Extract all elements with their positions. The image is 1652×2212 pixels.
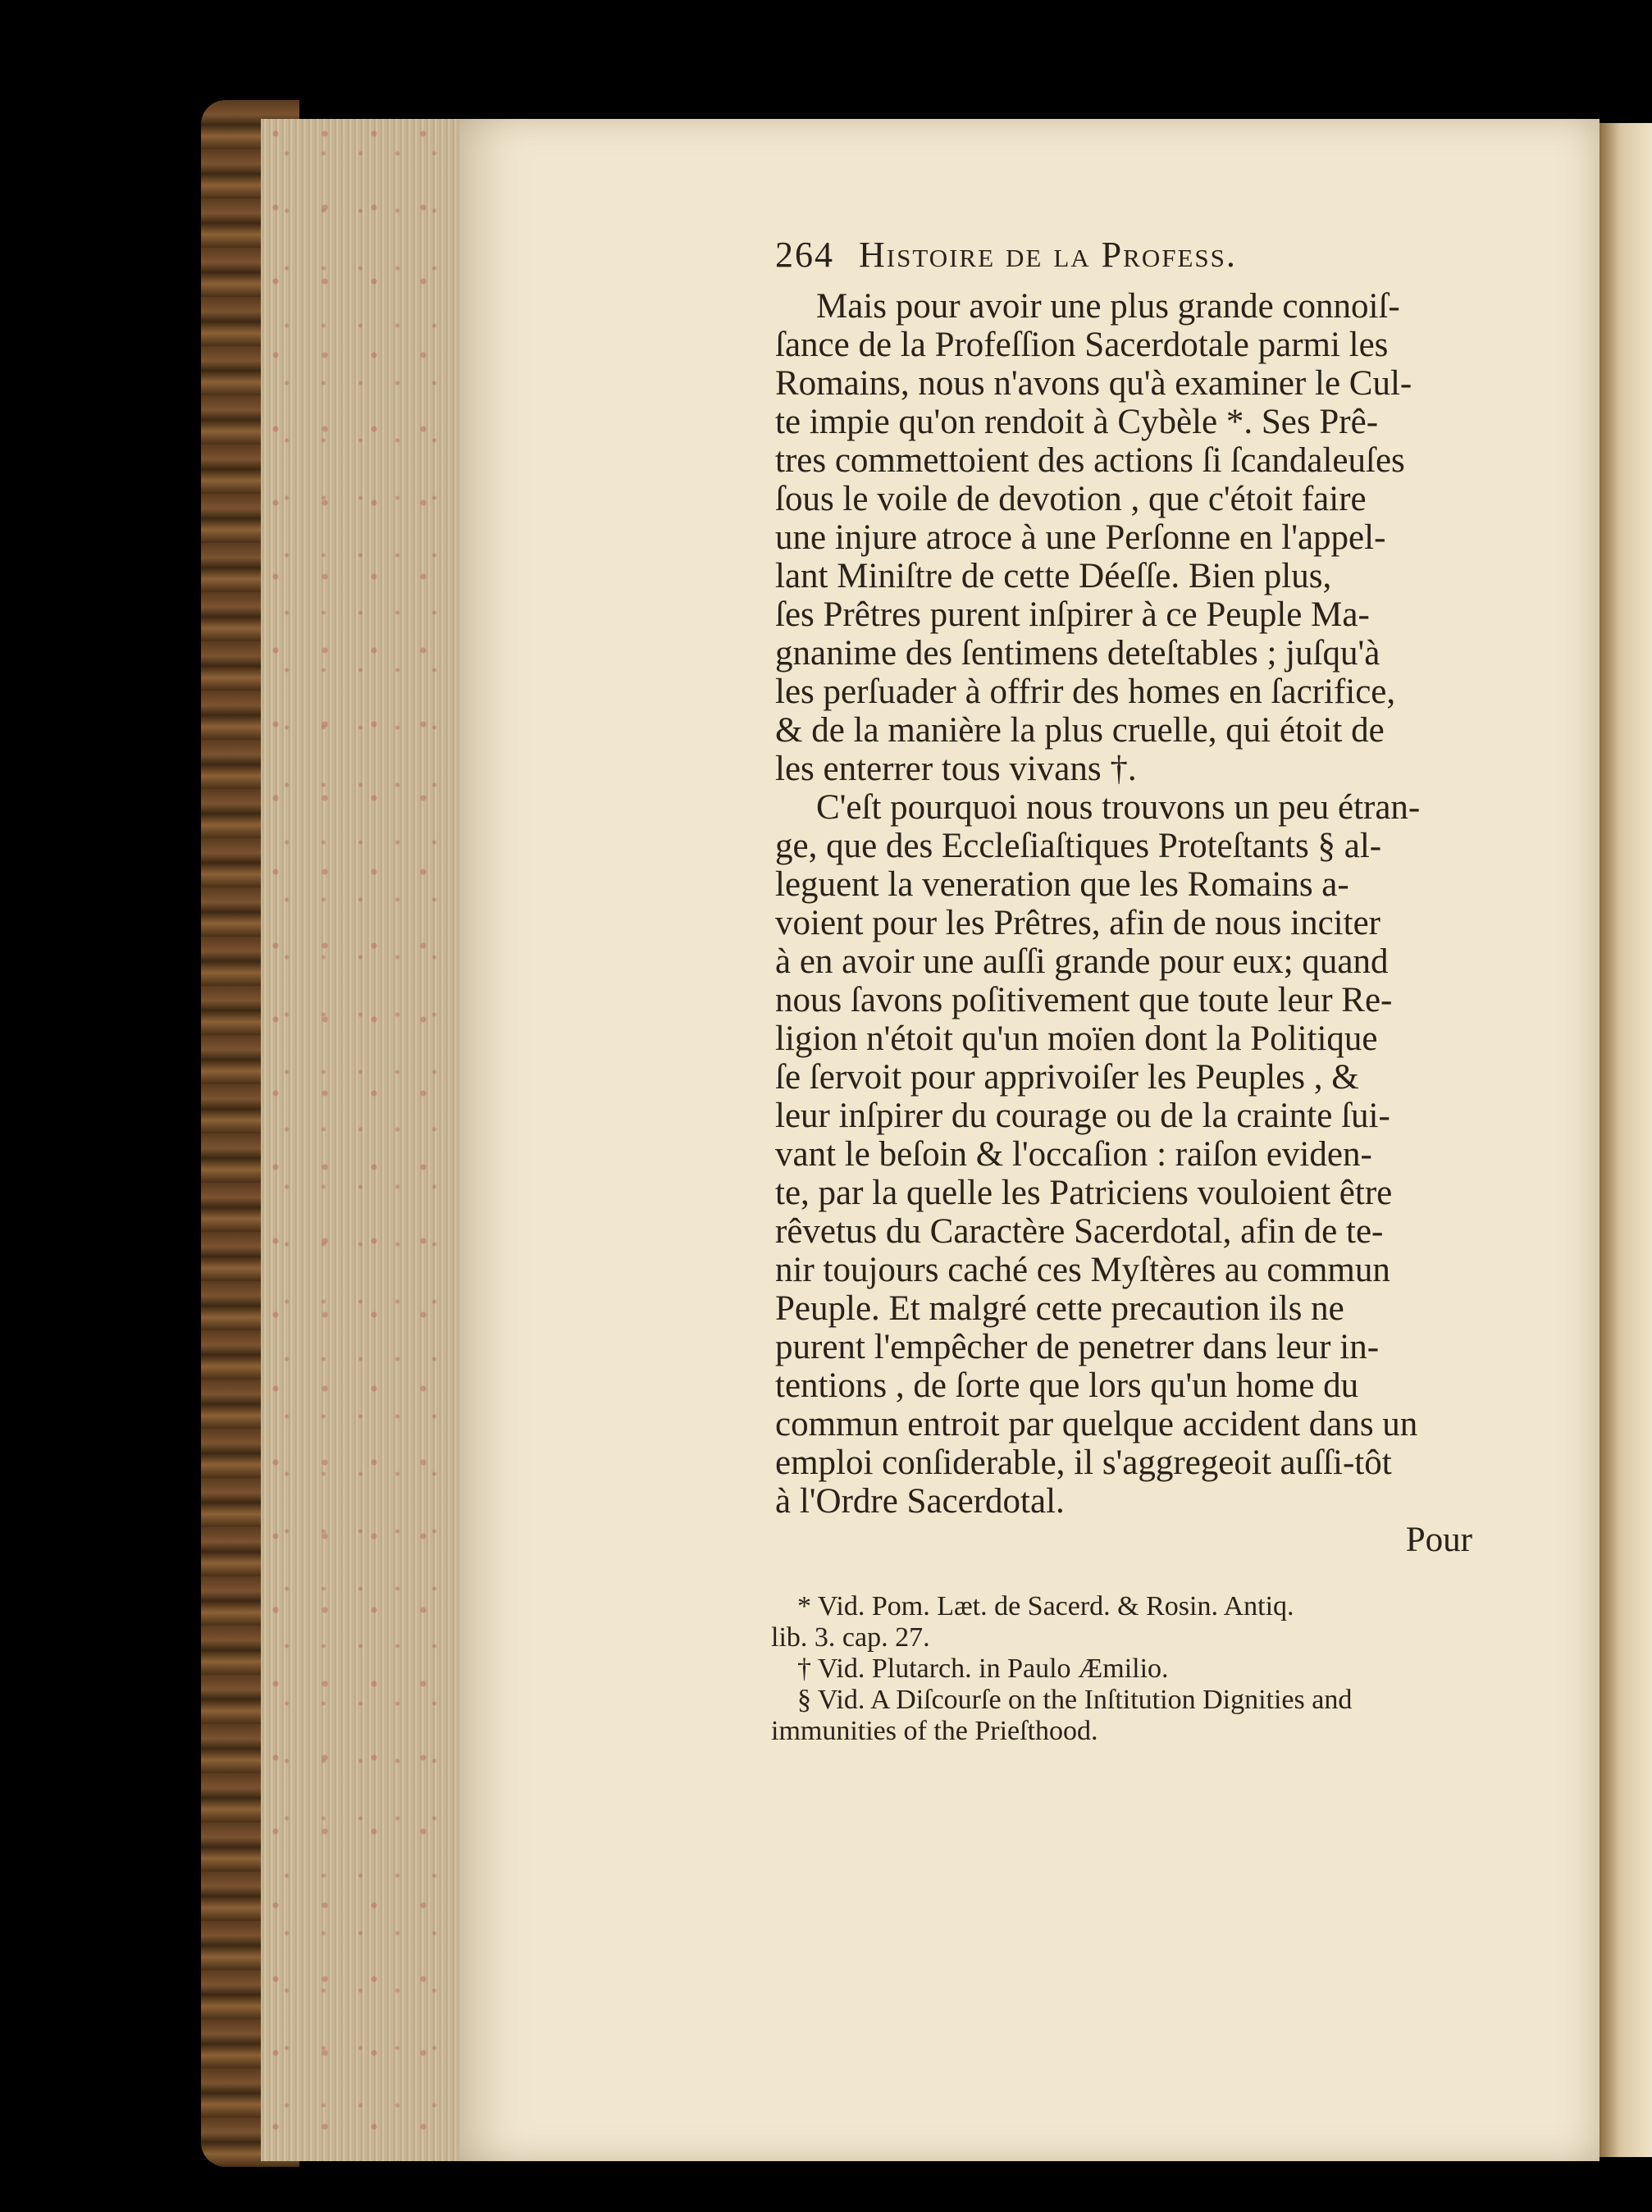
text-line: à l'Ordre Sacerdotal. [775, 1482, 1065, 1521]
footnote-line: * Vid. Pom. Læt. de Sacerd. & Rosin. Antiq. [797, 1591, 1294, 1621]
text-line: voient pour les Prêtres, afin de nous inciter [775, 904, 1380, 942]
text-line: Mais pour avoir une plus grande connoiſ- [816, 287, 1400, 326]
text-line: C'eſt pourquoi nous trouvons un peu étran- [816, 788, 1421, 827]
catchword: Pour [1405, 1521, 1472, 1559]
facing-page-edge [1600, 123, 1652, 2157]
text-line: ligion n'étoit qu'un moïen dont la Politique [775, 1019, 1378, 1058]
text-line: gnanime des ſentimens deteſtables ; juſqu'à [775, 634, 1380, 673]
footnote-line: immunities of the Prieſthood. [771, 1716, 1098, 1746]
red-speckle-edge [261, 119, 462, 2161]
text-line: ſous le voile de devotion , que c'étoit faire [775, 480, 1367, 518]
text-line: lant Miniſtre de cette Déeſſe. Bien plus, [775, 557, 1332, 595]
text-line: leguent la veneration que les Romains a- [775, 865, 1349, 904]
footnote-line: † Vid. Plutarch. in Paulo Æmilio. [797, 1653, 1169, 1684]
text-line: vant le beſoin & l'occaſion : raiſon eviden- [775, 1135, 1372, 1174]
text-line: emploi conſiderable, il s'aggregeoit auſſi-tôt [775, 1444, 1392, 1482]
footnotes [771, 1591, 1476, 1747]
text-line: te, par la quelle les Patriciens vouloient être [775, 1174, 1393, 1212]
text-line: purent l'empêcher de penetrer dans leur in- [775, 1328, 1380, 1366]
text-line: rêvetus du Caractère Sacerdotal, afin de te- [775, 1212, 1384, 1251]
text-line: commun entroit par quelque accident dans un [775, 1405, 1418, 1444]
text-line: & de la manière la plus cruelle, qui étoit de [775, 711, 1385, 750]
running-header [775, 234, 1472, 276]
text-line: nir toujours caché ces Myſtères au commun [775, 1251, 1390, 1289]
text-line: ſe ſervoit pour apprivoiſer les Peuples , & [775, 1058, 1359, 1097]
text-line: à en avoir une auſſi grande pour eux; quand [775, 942, 1389, 981]
text-line: ſes Prêtres purent inſpirer à ce Peuple Ma- [775, 595, 1370, 634]
text-line: tres commettoient des actions ſi ſcandaleuſes [775, 441, 1405, 480]
text-line: ge, que des Eccleſiaſtiques Proteſtants § al- [775, 827, 1382, 865]
text-line: les enterrer tous vivans †. [775, 750, 1137, 788]
running-title: Histoire de la Profess. [859, 235, 1237, 275]
text-line: ſance de la Profeſſion Sacerdotale parmi les [775, 326, 1389, 364]
text-line: une injure atroce à une Perſonne en l'appel- [775, 518, 1386, 557]
text-line: tentions , de ſorte que lors qu'un home du [775, 1366, 1359, 1405]
text-line: les perſuader à offrir des homes en ſacrifice, [775, 673, 1396, 711]
text-line: te impie qu'on rendoit à Cybèle *. Ses Prê- [775, 403, 1379, 441]
page-number: 264 [775, 235, 834, 275]
text-line: leur inſpirer du courage ou de la crainte ſui- [775, 1097, 1390, 1135]
text-line: Romains, nous n'avons qu'à examiner le Cul- [775, 364, 1412, 403]
text-line: Peuple. Et malgré cette precaution ils ne [775, 1289, 1344, 1328]
text-line: nous ſavons poſitivement que toute leur Re- [775, 981, 1393, 1019]
footnote-line: lib. 3. cap. 27. [771, 1622, 930, 1653]
footnote-line: § Vid. A Diſcourſe on the Inſtitution Dignities and [797, 1685, 1353, 1715]
page-edges [261, 119, 462, 2161]
body-text [775, 287, 1472, 1559]
